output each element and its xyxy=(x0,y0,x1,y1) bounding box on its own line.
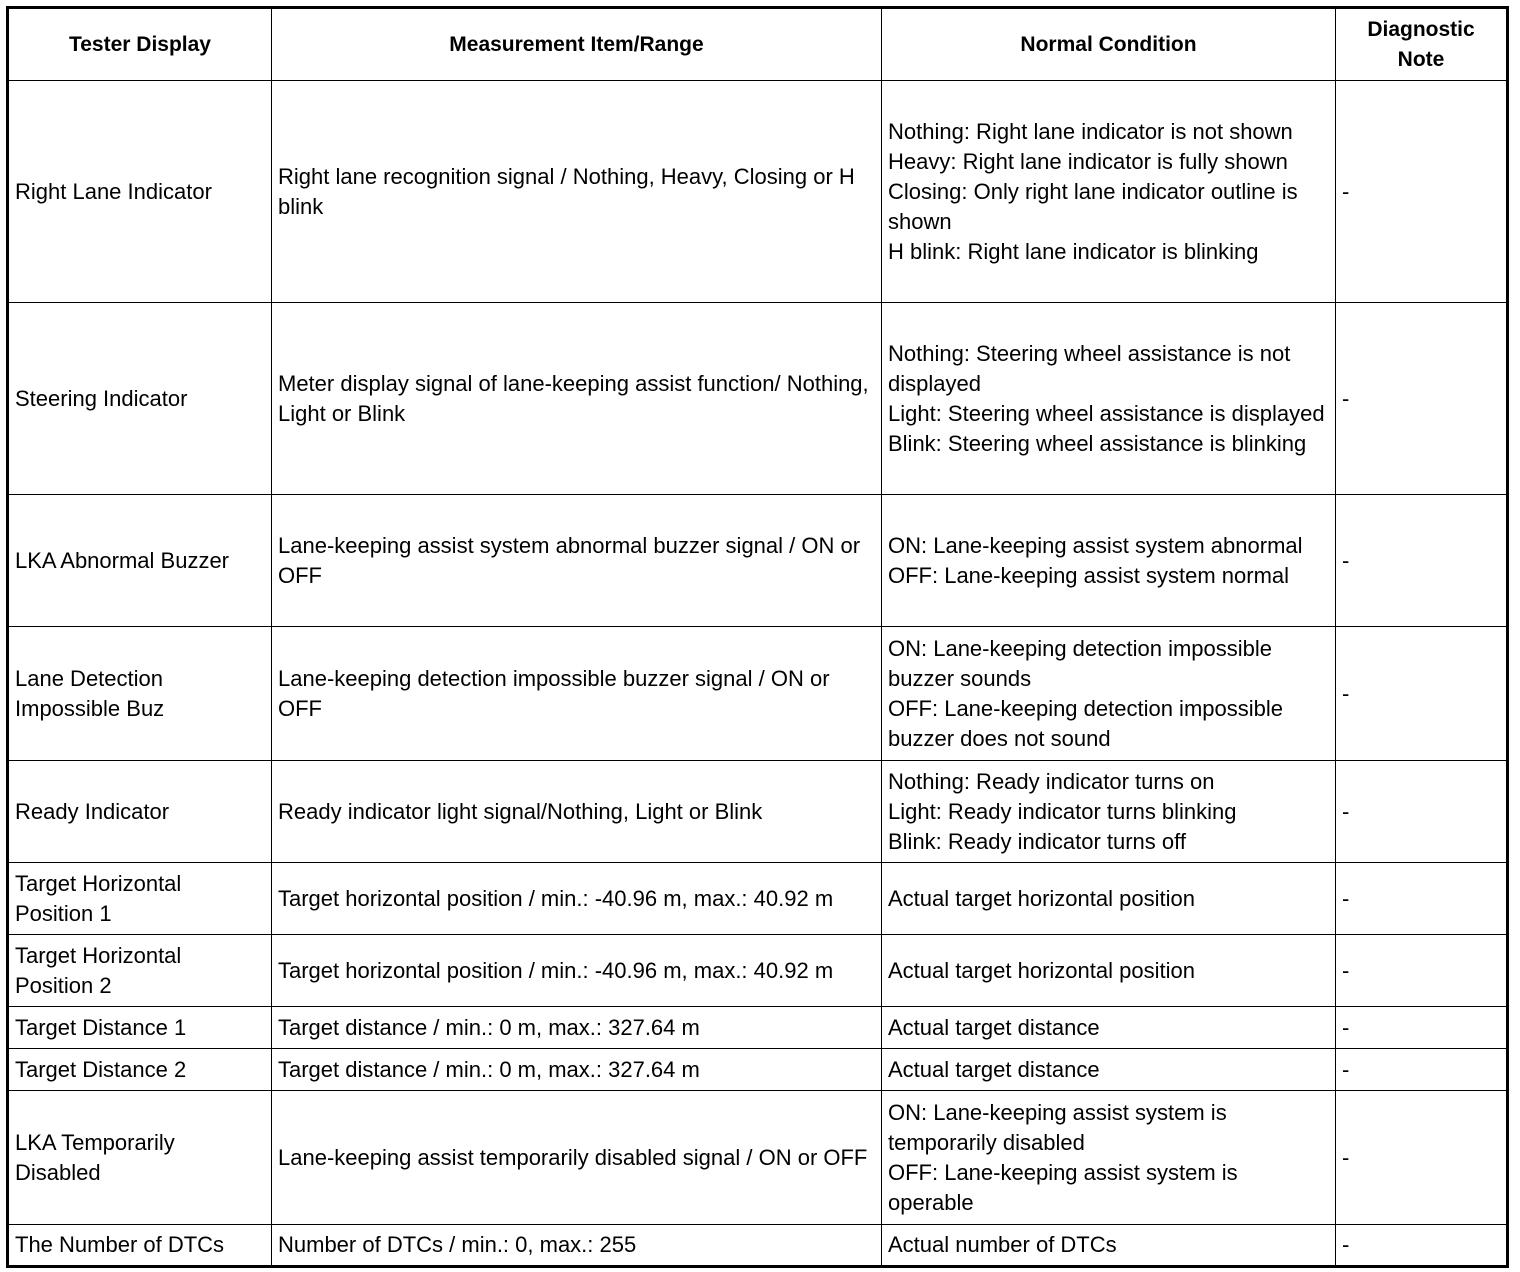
table-row xyxy=(8,863,1508,935)
table-row xyxy=(8,1091,1508,1225)
normal-condition-cell: Actual target distance xyxy=(882,1007,1336,1049)
table-row xyxy=(8,303,1508,495)
normal-condition-cell: Nothing: Ready indicator turns on Light: Ready indicator turns blinking Blink: Ready indicator turns off xyxy=(882,761,1336,863)
diagnostic-note-cell: - xyxy=(1336,761,1508,863)
normal-condition-cell: Actual target horizontal position xyxy=(882,935,1336,1007)
tester-display-cell: The Number of DTCs xyxy=(8,1225,272,1267)
diagnostic-note-cell: - xyxy=(1336,1007,1508,1049)
measurement-cell: Lane-keeping assist system abnormal buzzer signal / ON or OFF xyxy=(272,495,882,627)
measurement-cell: Target horizontal position / min.: -40.96 m, max.: 40.92 m xyxy=(272,863,882,935)
diagnostic-note-cell: - xyxy=(1336,1049,1508,1091)
diagnostic-note-cell: - xyxy=(1336,1225,1508,1267)
header-normal-condition: Normal Condition xyxy=(882,8,1336,81)
normal-condition-cell: ON: Lane-keeping assist system abnormal OFF: Lane-keeping assist system normal xyxy=(882,495,1336,627)
normal-condition-cell: Actual target distance xyxy=(882,1049,1336,1091)
measurement-cell: Right lane recognition signal / Nothing, Heavy, Closing or H blink xyxy=(272,81,882,303)
normal-condition-cell: ON: Lane-keeping assist system is temporarily disabled OFF: Lane-keeping assist system is operable xyxy=(882,1091,1336,1225)
header-measurement: Measurement Item/Range xyxy=(272,8,882,81)
tester-display-cell: LKA Temporarily Disabled xyxy=(8,1091,272,1225)
table-row xyxy=(8,495,1508,627)
tester-display-cell: Target Horizontal Position 1 xyxy=(8,863,272,935)
normal-condition-cell: Actual number of DTCs xyxy=(882,1225,1336,1267)
measurement-cell: Meter display signal of lane-keeping assist function/ Nothing, Light or Blink xyxy=(272,303,882,495)
diagnostic-note-cell: - xyxy=(1336,495,1508,627)
measurement-cell: Ready indicator light signal/Nothing, Light or Blink xyxy=(272,761,882,863)
tester-display-cell: LKA Abnormal Buzzer xyxy=(8,495,272,627)
tester-display-cell: Ready Indicator xyxy=(8,761,272,863)
diagnostic-note-cell: - xyxy=(1336,303,1508,495)
table-row xyxy=(8,81,1508,303)
measurement-cell: Target horizontal position / min.: -40.96 m, max.: 40.92 m xyxy=(272,935,882,1007)
header-tester-display: Tester Display xyxy=(8,8,272,81)
header-row xyxy=(8,8,1508,81)
tester-display-cell: Lane Detection Impossible Buz xyxy=(8,627,272,761)
diagnostic-note-cell: - xyxy=(1336,863,1508,935)
diagnostic-note-cell: - xyxy=(1336,935,1508,1007)
normal-condition-cell: Nothing: Steering wheel assistance is not displayed Light: Steering wheel assistance is displayed Blink: Steering wheel assistance is blinking xyxy=(882,303,1336,495)
normal-condition-cell: Nothing: Right lane indicator is not shown Heavy: Right lane indicator is fully shown Closing: Only right lane indicator outline is shown H blink: Right lane indicator is blinking xyxy=(882,81,1336,303)
table-row xyxy=(8,1007,1508,1049)
tester-display-cell: Target Distance 1 xyxy=(8,1007,272,1049)
table-row xyxy=(8,627,1508,761)
tester-display-cell: Target Distance 2 xyxy=(8,1049,272,1091)
normal-condition-cell: Actual target horizontal position xyxy=(882,863,1336,935)
table-row xyxy=(8,761,1508,863)
normal-condition-cell: ON: Lane-keeping detection impossible buzzer sounds OFF: Lane-keeping detection impossible buzzer does not sound xyxy=(882,627,1336,761)
measurement-cell: Number of DTCs / min.: 0, max.: 255 xyxy=(272,1225,882,1267)
measurement-cell: Lane-keeping detection impossible buzzer signal / ON or OFF xyxy=(272,627,882,761)
tester-display-cell: Right Lane Indicator xyxy=(8,81,272,303)
table-row xyxy=(8,935,1508,1007)
measurement-cell: Target distance / min.: 0 m, max.: 327.64 m xyxy=(272,1049,882,1091)
diagnostic-note-cell: - xyxy=(1336,81,1508,303)
diagnostic-note-cell: - xyxy=(1336,627,1508,761)
header-diagnostic-note: Diagnostic Note xyxy=(1336,8,1508,81)
table-row xyxy=(8,1225,1508,1267)
diagnostic-note-cell: - xyxy=(1336,1091,1508,1225)
tester-display-cell: Steering Indicator xyxy=(8,303,272,495)
measurement-cell: Target distance / min.: 0 m, max.: 327.64 m xyxy=(272,1007,882,1049)
data-list-table xyxy=(6,6,1509,1268)
tester-display-cell: Target Horizontal Position 2 xyxy=(8,935,272,1007)
table-row xyxy=(8,1049,1508,1091)
measurement-cell: Lane-keeping assist temporarily disabled signal / ON or OFF xyxy=(272,1091,882,1225)
